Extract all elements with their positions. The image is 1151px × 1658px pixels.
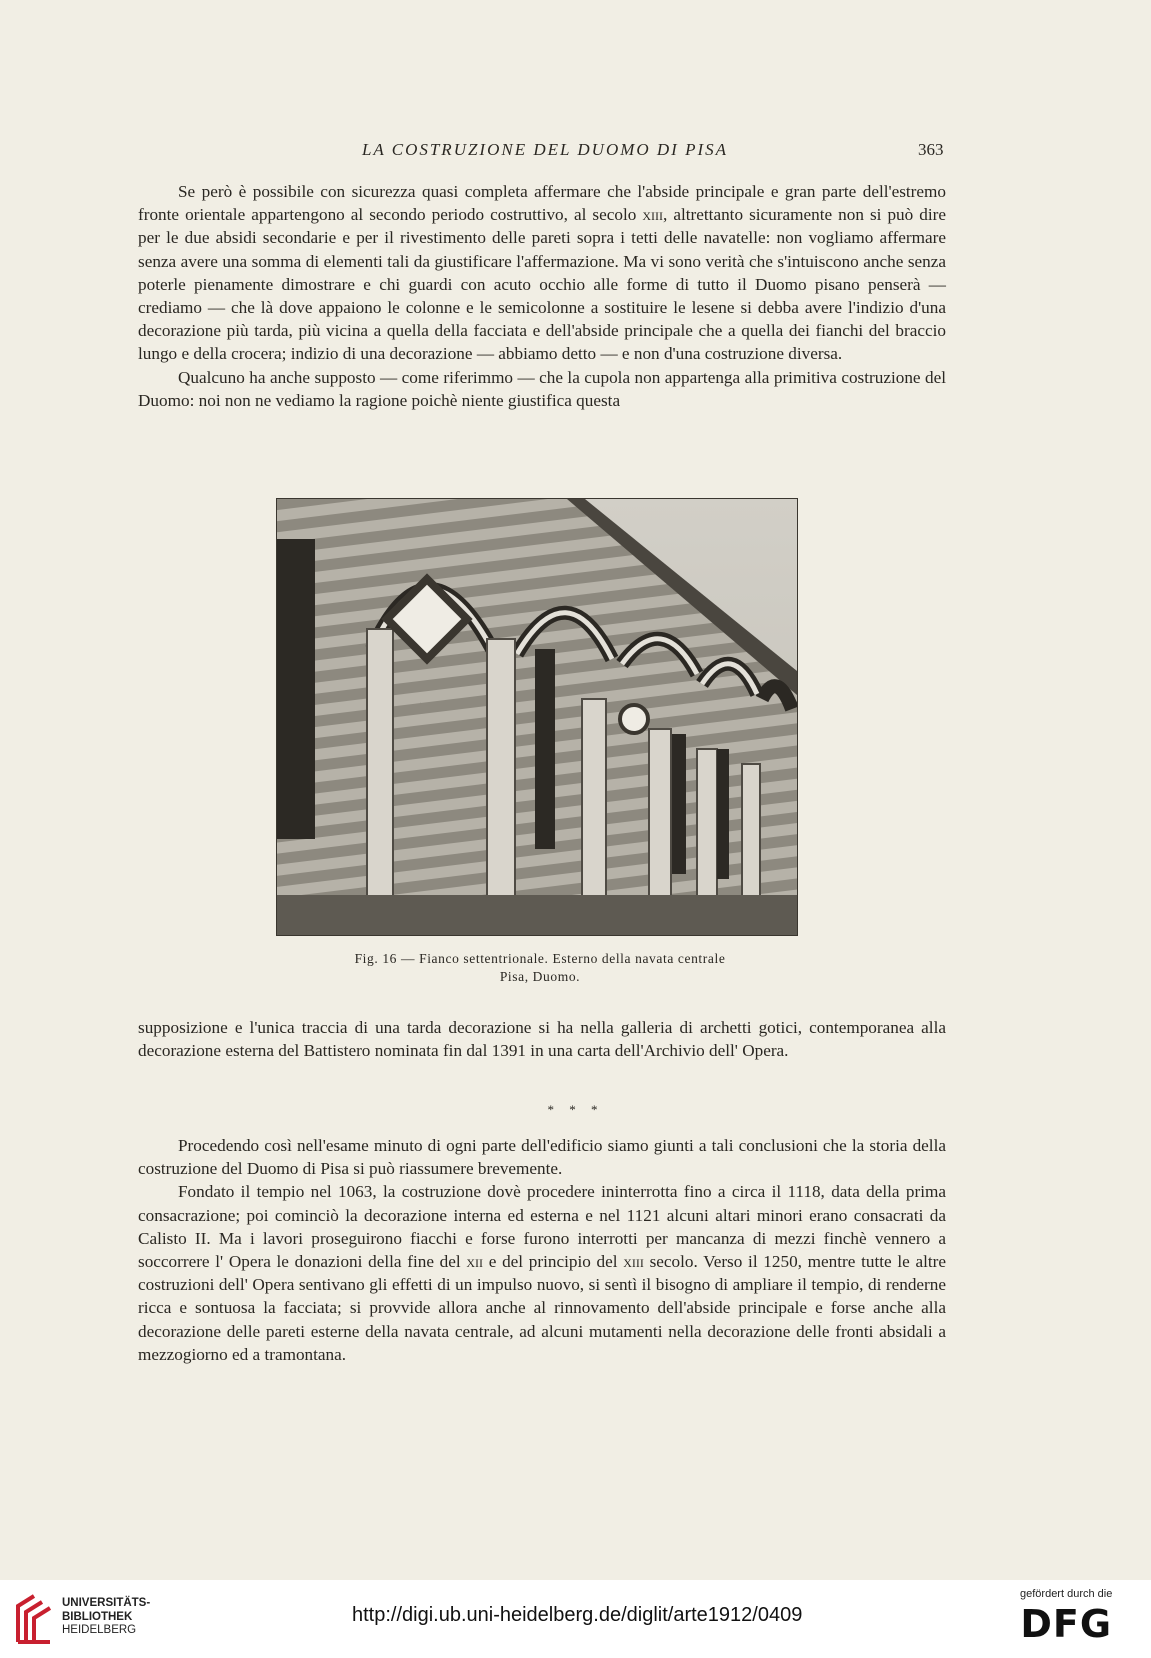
paragraph-3: supposizione e l'unica traccia di una tarda decorazione si ha nella galleria di archetti gotici, contemporanea alla decorazione esterna del Battistero nominata fin dal 1391 in una carta dell'Archivio dell' Opera. xyxy=(138,1018,946,1061)
university-library-logo-icon xyxy=(14,1592,56,1646)
running-header: LA COSTRUZIONE DEL DUOMO DI PISA xyxy=(361,140,729,159)
caption-line-2: Pisa, Duomo. xyxy=(499,969,581,984)
paragraph-1: Se però è possibile con sicurezza quasi completa affermare che l'abside principale e gran parte dell'estremo fronte orientale appartengono al secondo periodo costruttivo, al secolo xiii, altrettanto sicuramente non si può dire per le due absidi secondarie e per il rivestimento delle pareti sopra i tetti delle navatelle: non vogliamo affermare senza avere una somma di elementi tali da giustificare l'affermazione. Ma vi sono verità che s'intuiscono anche senza poterle pienamente dimostrare e chi guardi con acuto occhio alle forme di tutto il Duomo pisano penserà — crediamo — che là dove appaiono le colonne e le semicolonne a sostituire le lesene si debba avere l'indizio d'una decorazione più tarda, più vicina a quella della facciata e dell'abside principale che a quella dei fianchi del braccio lungo e della crocera; indizio di una decorazione — abbiamo detto — e non d'una costruzione diversa. xyxy=(138,182,946,364)
paragraph-4: Procedendo così nell'esame minuto di ogni parte dell'edificio siamo giunti a tali conclusioni che la storia della costruzione del Duomo di Pisa si può riassumere brevemente. xyxy=(138,1136,946,1179)
page-number: 363 xyxy=(918,140,944,159)
top-text-block xyxy=(138,180,946,412)
bottom-text-block xyxy=(138,1134,946,1366)
paragraph-5: Fondato il tempio nel 1063, la costruzione dovè procedere ininterrotta fino a circa il 1118, data della prima consacrazione; poi cominciò la decorazione interna ed esterna e nel 1121 alcuni altari minori erano consacrati da Calisto II. Ma i lavori proseguirono fiacchi e forse furono interrotti per mancanza di mezzi finchè vennero a soccorrere l' Opera le donazioni della fine del xii e del principio del xiii secolo. Verso il 1250, mentre tutte le altre costruzioni dell' Opera sentivano gli effetti di un impulso nuovo, si sentì il bisogno di ampliare il tempio, di renderne ricca e sontuosa la facciata; si provvide allora anche al rinnovamento dell'abside principale e forse anche alla decorazione delle pareti esterne della navata centrale, ad alcuni mutamenti nella decorazione delle fronti absidali a mezzogiorno ed a tramontana. xyxy=(138,1182,946,1364)
caption-line-1: Fig. 16 — Fianco settentrionale. Esterno della navata centrale xyxy=(354,951,726,966)
figure-caption xyxy=(200,950,880,986)
library-name: UNIVERSITÄTS- BIBLIOTHEK HEIDELBERG xyxy=(62,1597,151,1636)
source-url-link[interactable]: http://digi.ub.uni-heidelberg.de/diglit/arte1912/0409 xyxy=(352,1604,803,1626)
digitization-footer xyxy=(0,1580,1151,1658)
dfg-logo-icon: DFG xyxy=(1020,1602,1113,1646)
figure-photo-cathedral-flank xyxy=(276,498,798,936)
dfg-funding xyxy=(1020,1588,1112,1646)
paragraph-2: Qualcuno ha anche supposto — come riferimmo — che la cupola non appartenga alla primitiva costruzione del Duomo: noi non ne vediamo la ragione poichè niente giustifica questa xyxy=(138,367,946,410)
continued-text-block xyxy=(138,1016,946,1062)
section-separator: * * * xyxy=(547,1102,604,1117)
funding-note: gefördert durch die xyxy=(1020,1588,1113,1600)
